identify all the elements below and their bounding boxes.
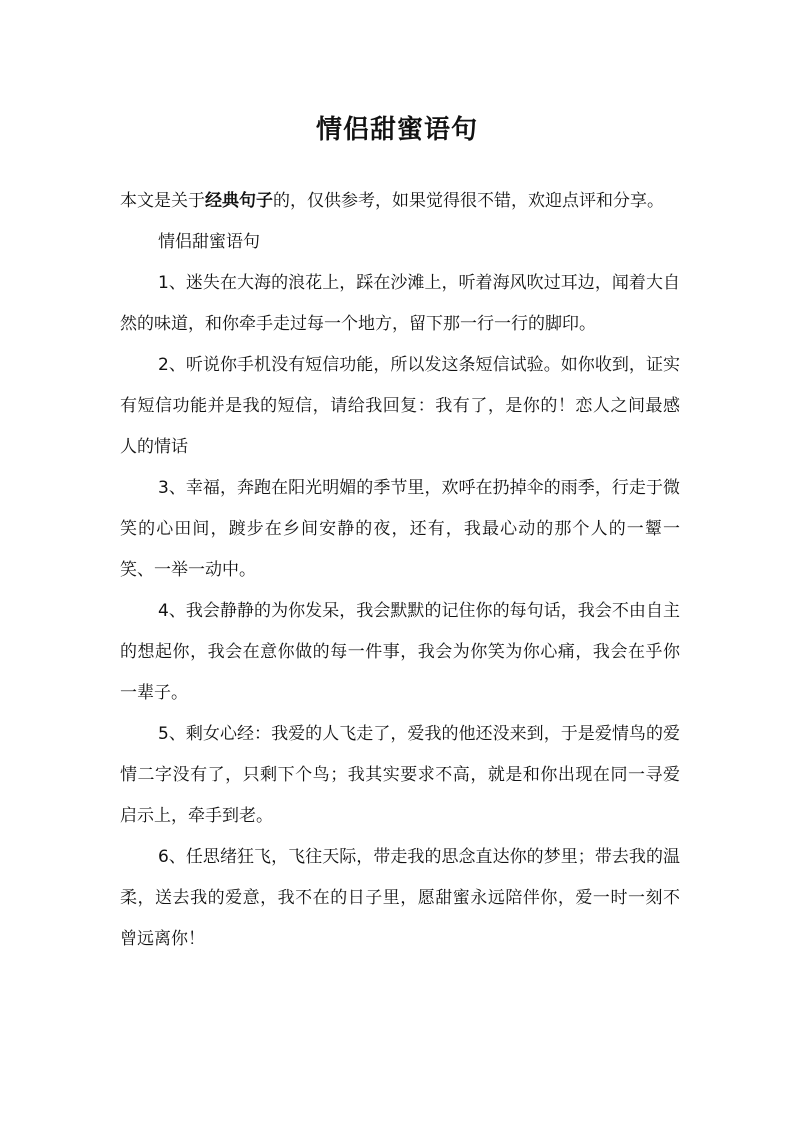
intro-text-before: 本文是关于 (120, 191, 205, 211)
intro-paragraph (120, 181, 680, 222)
paragraph-5: 5、剩女心经：我爱的人飞走了，爱我的他还没来到，于是爱情鸟的爱情二字没有了，只剩下个鸟；我其实要求不高，就是和你出现在同一寻爱启示上，牵手到老。 (120, 724, 680, 826)
page-title: 情侣甜蜜语句 (315, 115, 478, 145)
paragraph-4: 4、我会静静的为你发呆，我会默默的记住你的每句话，我会不由自主的想起你，我会在意你做的每一件事，我会为你笑为你心痛，我会在乎你一辈子。 (120, 601, 680, 703)
section-subtitle: 情侣甜蜜语句 (158, 232, 260, 252)
paragraph-1: 1、迷失在大海的浪花上，踩在沙滩上，听着海风吹过耳边，闻着大自然的味道，和你牵手走过每一个地方，留下那一行一行的脚印。 (120, 273, 680, 334)
paragraph-6: 6、任思绪狂飞，飞往天际，带走我的思念直达你的梦里；带去我的温柔，送去我的爱意，我不在的日子里，愿甜蜜永远陪伴你，爱一时一刻不曾远离你！ (120, 847, 680, 949)
intro-text-after: 的，仅供参考，如果觉得很不错，欢迎点评和分享。 (273, 191, 664, 211)
paragraph-3: 3、幸福，奔跑在阳光明媚的季节里，欢呼在扔掉伞的雨季，行走于微笑的心田间，踱步在乡间安静的夜，还有，我最心动的那个人的一颦一笑、一举一动中。 (120, 478, 680, 580)
paragraph-2: 2、听说你手机没有短信功能，所以发这条短信试验。如你收到，证实有短信功能并是我的短信，请给我回复：我有了，是你的！恋人之间最感人的情话 (120, 355, 680, 457)
intro-bold-keyword: 经典句子 (205, 191, 273, 211)
document-body (120, 181, 680, 960)
